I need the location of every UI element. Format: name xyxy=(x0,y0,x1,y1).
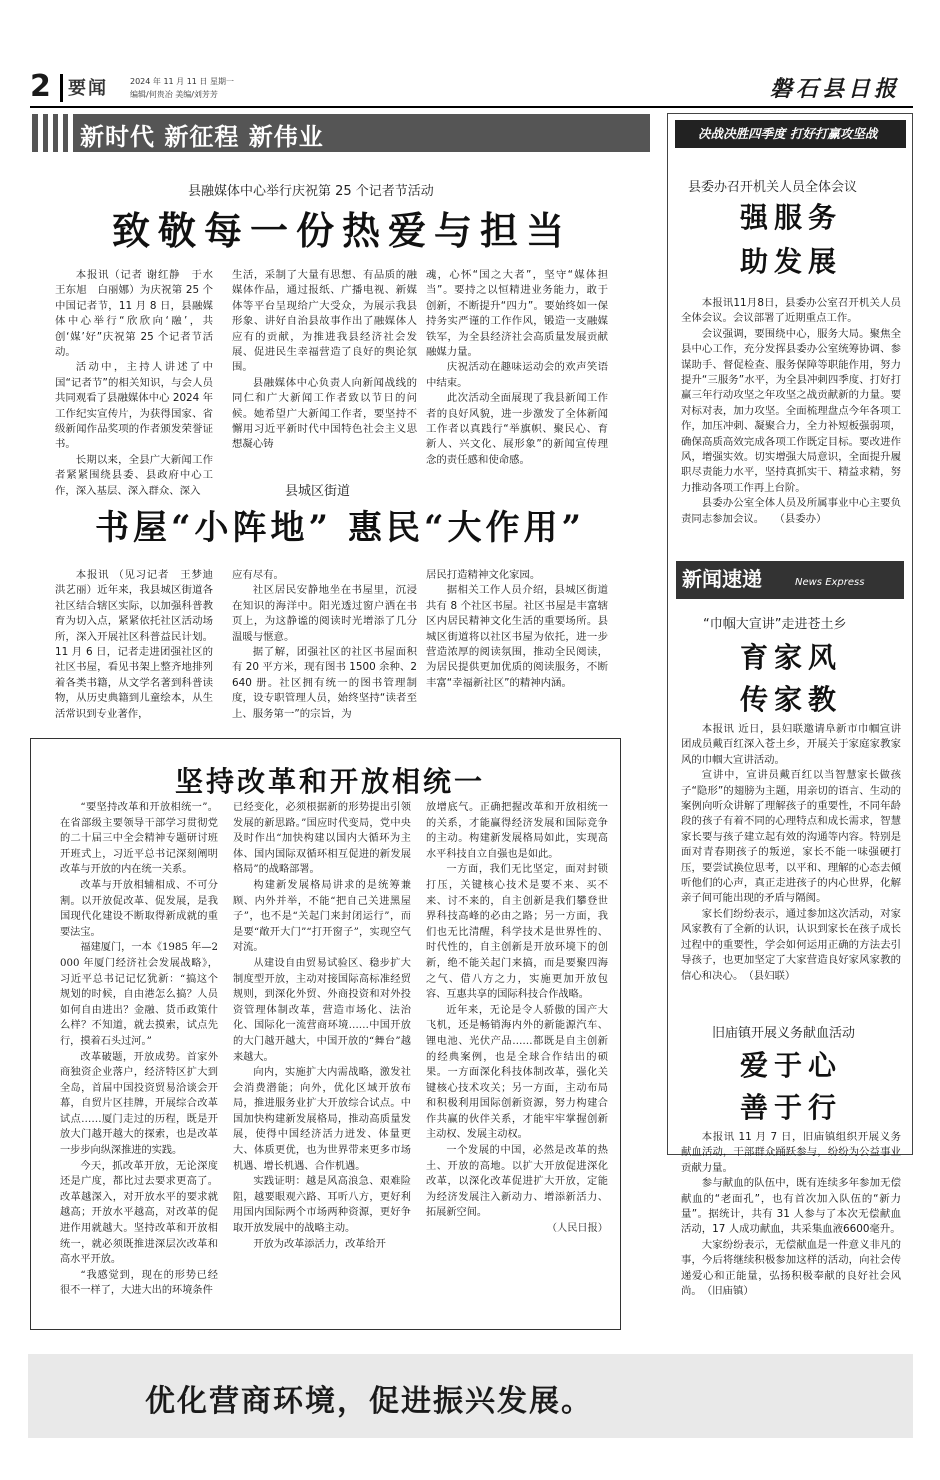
masthead-divider xyxy=(60,74,63,102)
banner-stripe xyxy=(48,114,53,152)
paragraph: 本报讯 近日，县妇联邀请阜新市巾帼宣讲团成员戴百红深入苍土乡，开展关于家庭家教家风的巾帼大宣讲活动。 xyxy=(681,723,901,766)
paragraph: 宣讲中，宣讲员戴百红以当智慧家长做孩子“隐形”的翅膀为主题，用亲切的语言、生动的案例向听众讲解了理解孩子的重要性，不同年龄段的孩子有着不同的心理特点和成长需求，智慧家长要与孩子建立起有效的沟通等内容。特别是面对青春期孩子的叛逆，家长不能一味强硬打压，要尝试换位思考，以平和、理解的心态去倾听他们的心声，真正走进孩子的内心世界，化解亲子间可能出现的矛盾与隔阂。 xyxy=(681,769,901,905)
paragraph: 一方面，我们无比坚定，面对封锁打压，关键核心技术是要不来、买不来、讨不来的，自主创新是我们攀登世界科技高峰的必由之路；另一方面，我们也无比清醒，科学技术是世界性的、时代性的，自主创新是开放环境下的创新，绝不能关起门来搞，而是要聚四海之气、借八方之力，实施更加开放包容、互惠共享的国际科技合作战略。 xyxy=(426,864,608,1001)
paragraph: 活动中，主持人讲述了中国“记者节”的相关知识，与会人员共同观看了县融媒体中心 2024 年工作纪实宣传片，为获得国家、省级新闻作品奖项的作者颁发荣誉证书。 xyxy=(55,361,213,451)
paragraph: 一个发展的中国，必然是改革的热土、开放的高地。以扩大开放促进深化改革，以深化改革促进扩大开放，定能为经济发展注入新动力、增添新活力、拓展新空间。 xyxy=(426,1145,608,1219)
article3-headline: 坚持改革和开放相统一 xyxy=(175,765,486,798)
paragraph: 福建厦门，一本《1985 年—2000 年厦门经济社会发展战略》，习近平总书记记忆犹新：“搞这个规划的时候，自由港怎么搞？人员如何自由进出？金融、货币政策什么样？不知道，就去摸索，试点先行，摸着石头过河。” xyxy=(60,942,218,1047)
article2-column-2 xyxy=(232,568,417,722)
paragraph: “要坚持改革和开放相统一”。在省部级主要领导干部学习贯彻党的二十届三中全会精神专题研讨班开班式上，习近平总书记深刻阐明改革与开放的内在统一关系。 xyxy=(60,802,218,876)
paragraph: 魂，心怀“国之大者”，坚守“媒体担当”。要持之以恒精进业务能力，敢于创新，不断提升“四力”。要始终如一保持务实严谨的工作作风，锻造一支融媒铁军，为全县经济社会高质量发展贡献融媒力量。 xyxy=(426,269,608,359)
article3-column-1 xyxy=(60,800,218,1299)
right-a1-kicker: 县委办召开机关人员全体会议 xyxy=(688,180,858,195)
slogan-text: 优化营商环境，促进振兴发展。 xyxy=(145,1384,593,1419)
banner-stripe xyxy=(58,114,63,152)
paragraph: 应有尽有。 xyxy=(232,569,284,581)
news-express-subtitle: News Express xyxy=(795,577,865,588)
paragraph: 大家纷纷表示，无偿献血是一件意义非凡的事，今后将继续积极参加这样的活动，向社会传递爱心和正能量，弘扬积极奉献的良好社会风尚。 （旧庙镇） xyxy=(681,1238,901,1298)
newspaper-logo: 磐石县日报 xyxy=(770,76,901,102)
paragraph: 家长们纷纷表示，通过参加这次活动，对家风家教有了全新的认识，认识到家长在孩子成长过程中的重要性，学会如何运用正确的方法去引导孩子，也更加坚定了大家营造良好家风家教的信心和决心。 （县妇联） xyxy=(681,907,901,982)
right-a2-headline-line2: 传家教 xyxy=(740,683,843,716)
paragraph: 已经变化，必须根据新的形势提出引领发展的新思路。”国应时代变局，党中央及时作出“加快构建以国内大循环为主体、国内国际双循环相互促进的新发展格局”的战略部署。 xyxy=(233,802,411,876)
right-a3-headline-line2: 善于行 xyxy=(740,1091,843,1124)
paragraph: 据相关工作人员介绍，县城区街道共有 8 个社区书屋。社区书屋是丰富辖区内居民精神文化生活的重要场所。县城区街道将以社区书屋为依托，进一步营造浓厚的阅读氛围，推动全民阅读，为居民提供更加优质的阅读服务，不断丰富“幸福新社区”的精神内涵。 xyxy=(426,584,608,689)
article2-headline: 书屋“小阵地” 惠民“大作用” xyxy=(95,508,586,548)
news-express-title: 新闻速递 xyxy=(682,567,762,591)
paragraph: 县融媒体中心负责人向新闻战线的同仁和广大新闻工作者致以节日的问候。她希望广大新闻工作者，要坚持不懈用习近平新时代中国特色社会主义思想凝心铸 xyxy=(232,376,417,451)
article1-kicker: 县融媒体中心举行庆祝第 25 个记者节活动 xyxy=(188,184,434,199)
paragraph: 改革与开放相辅相成、不可分割。以开放促改革、促发展，是我国现代化建设不断取得新成就的重要法宝。 xyxy=(60,879,218,938)
paragraph: 本报讯 （见习记者 王梦迪 洪艺丽）近年来，我县城区街道各社区结合辖区实际，以加强科普教育为切入点，紧紧依托社区活动场所，深入开展社区科普益民计划。11 月 6 日，记者走进团强社区的社区书屋，看见书架上整齐地排列着各类书籍，从文学名著到科普读物，从历史典籍到儿童绘本，从生活常识到专业著作， xyxy=(55,569,213,720)
right-a2-kicker: “巾帼大宣讲”走进苍土乡 xyxy=(703,617,847,632)
paragraph: 县委办公室全体人员及所属事业中心主要负责同志参加会议。 （县委办） xyxy=(681,497,901,525)
article1-headline: 致敬每一份热爱与担当 xyxy=(112,208,573,253)
page-number: 2 xyxy=(30,69,51,104)
paragraph: 开放为改革添活力，改革给开 xyxy=(253,1238,386,1250)
right-a3-kicker: 旧庙镇开展义务献血活动 xyxy=(712,1026,856,1041)
paragraph: 此次活动全面展现了我县新闻工作者的良好风貌，进一步激发了全体新闻工作者以真践行“举旗帜、聚民心、育新人、兴文化、展形象”的新闻宣传理念的责任感和使命感。 xyxy=(426,392,608,466)
paragraph: 近年来，无论是令人骄傲的国产大飞机，还是畅销海内外的新能源汽车、锂电池、光伏产品……都既是自主创新的经典案例，也是全球合作结出的硕果。一方面深化科技体制改革，强化关键核心技术攻关；另一方面，主动布局和积极利用国际创新资源，努力构建合作共赢的伙伴关系，才能牢牢掌握创新主动权、发展主动权。 xyxy=(426,1004,608,1141)
section-title: 要闻 xyxy=(68,78,108,99)
paragraph: 社区居民安静地坐在书屋里，沉浸在知识的海洋中。阳光透过窗户洒在书页上，为这静谧的阅读时光增添了几分温暖与惬意。 xyxy=(232,584,417,643)
article2-column-3 xyxy=(426,568,608,691)
paragraph: 向内，实施扩大内需战略，激发社会消费潜能；向外，优化区域开放布局，推进服务业扩大开放综合试点。中国加快构建新发展格局，推动高质量发展，使得中国经济活力迸发、体量更大、体质更优，也为世界带来更多市场机遇、增长机遇、合作机遇。 xyxy=(233,1067,411,1172)
paragraph: 本报讯11月8日，县委办公室召开机关人员全体会议。会议部署了近期重点工作。 xyxy=(681,297,901,325)
article1-column-1 xyxy=(55,268,213,499)
right-a1-headline-line2: 助发展 xyxy=(740,245,843,278)
article2-column-1 xyxy=(55,568,213,722)
right-a2-body xyxy=(681,722,901,984)
right-a2-headline-line1: 育家风 xyxy=(740,641,843,674)
paragraph: 长期以来，全县广大新闻工作者紧紧围绕县委、县政府中心工作，深入基层、深入群众、深入 xyxy=(55,453,213,497)
banner-stripe xyxy=(68,114,73,152)
article2-kicker: 县城区街道 xyxy=(285,484,351,499)
masthead-rule xyxy=(30,106,913,108)
banner-stripe xyxy=(38,114,43,152)
article3-source: （人民日报） xyxy=(546,1223,608,1235)
paragraph: 今天，抓改革开放，无论深度还是广度，都比过去要求更高了。改革越深入，对开放水平的要求就越高；开放水平越高，对改革的促进作用就越大。坚持改革和开放相统一，就必须既推进深层次改革和高水平开放。 xyxy=(60,1160,218,1266)
editor-credits: 编辑/何贵冶 美编/刘芳芳 xyxy=(130,90,218,99)
paragraph: 参与献血的队伍中，既有连续多年参加无偿献血的“老面孔”，也有首次加入队伍的“新力量”。据统计，共有 31 人参与了本次无偿献血活动，17 人成功献血，共采集血液6600毫升。 xyxy=(681,1177,901,1236)
paragraph: 本报讯 11 月 7 日，旧庙镇组织开展义务献血活动，干部群众踊跃参与，纷纷为公益事业贡献力量。 xyxy=(681,1131,901,1174)
paragraph: 据了解，团强社区的社区书屋面积有 20 平方米，现有图书 1500 余种、2640 册。社区拥有统一的图书管理制度，设专职管理人员，始终坚持“读者至上、服务第一”的宗旨，为 xyxy=(232,646,417,720)
banner-title: 新时代 新征程 新伟业 xyxy=(80,123,324,151)
paragraph: 实践证明：越是风高浪急、艰难险阻，越要眼观六路、耳听八方，更好利用国内国际两个市场两种资源，更好争取开放发展中的战略主动。 xyxy=(233,1176,411,1235)
paragraph: 从建设自由贸易试验区、稳步扩大制度型开放，主动对接国际高标准经贸规则，到深化外贸、外商投资和对外投资管理体制改革，营造市场化、法治化、国际化一流营商环境……中国开放的大门越开越大，中国开放的“舞台”越来越大。 xyxy=(233,957,411,1063)
article3-column-3 xyxy=(426,800,608,1237)
issue-date: 2024 年 11 月 11 日 星期一 xyxy=(130,77,234,86)
paragraph: 庆祝活动在趣味运动会的欢声笑语中结束。 xyxy=(426,361,608,389)
right-a1-headline-line1: 强服务 xyxy=(740,201,843,234)
article1-column-3 xyxy=(426,268,608,468)
right-banner-title: 决战决胜四季度 打好打赢攻坚战 xyxy=(698,126,878,141)
paragraph: 放增底气。正确把握改革和开放相统一的关系，才能赢得经济发展和国际竞争的主动。构建新发展格局如此，实现高水平科技自立自强也是如此。 xyxy=(426,802,608,860)
paragraph: 生活，采制了大量有思想、有品质的融媒体作品，通过报纸、广播电视、新媒体等平台呈现给广大受众，为展示我县形象、讲好自治县故事作出了融媒体人应有的贡献，为推进我县经济社会发展、促进民生幸福营造了良好的舆论氛围。 xyxy=(232,269,417,374)
paragraph: 构建新发展格局讲求的是统筹兼顾、内外并举，不能“把自己关进黑屋子”，也不是“关起门来封闭运行”，而是要“敞开大门”“打开窗子”，实现空气对流。 xyxy=(233,879,411,954)
paragraph: 居民打造精神文化家园。 xyxy=(426,569,541,581)
right-a3-body xyxy=(681,1130,901,1299)
paragraph: 会议强调，要围绕中心，服务大局。聚焦全县中心工作，充分发挥县委办公室统筹协调、参谋助手、督促检查、服务保障等职能作用，努力提升“三服务”水平，为全县冲刺四季度、打好打赢三年行动攻坚之年攻坚之战贡献新的力量。要对标对表，加力攻坚。全面梳理盘点今年各项工作，加压冲刺、凝聚合力，全力补短板强弱项，确保高质高效完成各项工作既定目标。要改进作风，增强实效。切实增强大局意识，全面提升履职尽责能力水平，坚持真抓实干、精益求精，努力推动各项工作再上台阶。 xyxy=(681,327,901,494)
right-a3-headline-line1: 爱于心 xyxy=(740,1049,843,1082)
paragraph: 本报讯（记者 谢红静 于水 王东旭 白丽娜）为庆祝第 25 个中国记者节，11 月 8 日，县融媒体中心举行“欣欣向‘融’，共创‘媒’好”庆祝第 25 个记者节活动。 xyxy=(55,269,213,359)
article3-column-2 xyxy=(233,800,411,1252)
paragraph: 改革破题，开放成势。首家外商独资企业落户，经济特区扩大到全岛，首届中国投资贸易洽谈会开幕，自贸片区挂牌，开展综合改革试点……厦门走过的历程，既是开放大门越开越大的探索，也是改革一步步向纵深推进的实践。 xyxy=(60,1051,218,1157)
right-a1-body xyxy=(681,296,901,527)
paragraph: “我感觉到，现在的形势已经很不一样了，大进大出的环境条件 xyxy=(60,1269,218,1297)
article1-column-2 xyxy=(232,268,417,453)
